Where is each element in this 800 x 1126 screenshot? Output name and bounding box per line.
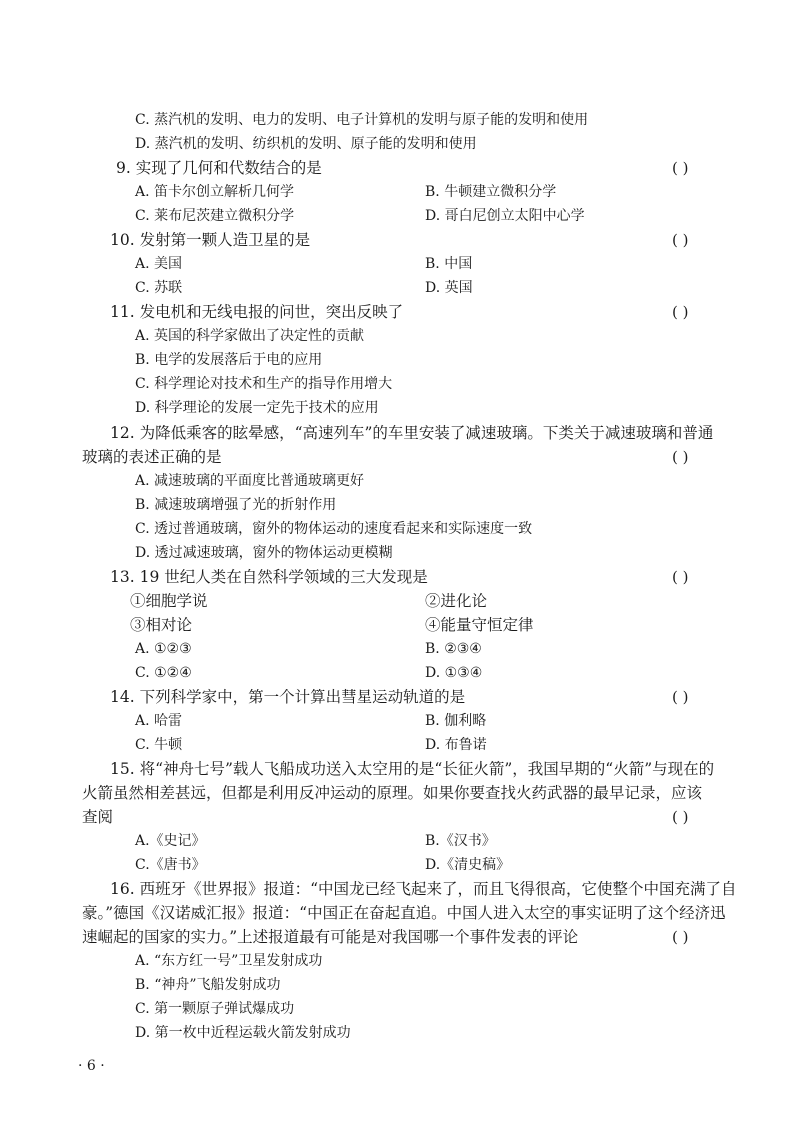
text-line <box>0 204 800 228</box>
answer-option: B.《汉书》 <box>425 833 496 849</box>
text-line <box>0 901 800 925</box>
text-line <box>0 108 800 132</box>
answer-option: A. 笛卡尔创立解析几何学 <box>135 184 295 200</box>
answer-option: B. “神舟”飞船发射成功 <box>135 977 281 993</box>
answer-option: B. 电学的发展落后于电的应用 <box>135 352 323 368</box>
text-line <box>0 300 800 324</box>
answer-parentheses: ( ) <box>672 159 689 177</box>
answer-option: A. ①②③ <box>135 641 192 657</box>
answer-option: B. ②③④ <box>425 641 482 657</box>
text-line <box>0 228 800 252</box>
text-line <box>0 517 800 541</box>
answer-option: C. 科学理论对技术和生产的指导作用增大 <box>135 376 393 392</box>
answer-option: D. 蒸汽机的发明、纺织机的发明、原子能的发明和使用 <box>135 136 477 152</box>
text-line <box>0 709 800 733</box>
text-line <box>0 156 800 180</box>
answer-option: D. 科学理论的发展一定先于技术的应用 <box>135 400 379 416</box>
answer-option: C. 莱布尼茨建立微积分学 <box>135 208 295 224</box>
answer-option: C. ①②④ <box>135 665 192 681</box>
answer-option: C. 蒸汽机的发明、电力的发明、电子计算机的发明与原子能的发明和使用 <box>135 112 589 128</box>
text-line <box>0 733 800 757</box>
text-line <box>0 565 800 589</box>
question-text: 10. 发射第一颗人造卫星的是 <box>110 231 311 249</box>
question-text: 玻璃的表述正确的是 <box>82 448 222 466</box>
answer-option: A. 美国 <box>135 256 183 272</box>
text-line <box>0 324 800 348</box>
text-line <box>0 853 800 877</box>
answer-parentheses: ( ) <box>672 231 689 249</box>
answer-option: C. 透过普通玻璃，窗外的物体运动的速度看起来和实际速度一致 <box>135 521 533 537</box>
answer-option: A. “东方红一号”卫星发射成功 <box>135 953 323 969</box>
text-line <box>0 589 800 613</box>
answer-option: D. 英国 <box>425 280 473 296</box>
answer-option: C. 第一颗原子弹试爆成功 <box>135 1001 295 1017</box>
text-line <box>0 805 800 829</box>
answer-option: B. 伽利略 <box>425 713 487 729</box>
answer-option: D. 布鲁诺 <box>425 737 487 753</box>
text-line <box>0 877 800 901</box>
answer-option: D. 透过减速玻璃，窗外的物体运动更模糊 <box>135 545 393 561</box>
question-text: 火箭虽然相差甚远，但都是利用反冲运动的原理。如果你要查找火药武器的最早记录，应该 <box>82 784 703 802</box>
text-line <box>0 421 800 445</box>
text-line <box>0 1021 800 1045</box>
answer-option: D. 第一枚中近程运载火箭发射成功 <box>135 1025 351 1041</box>
answer-parentheses: ( ) <box>672 303 689 321</box>
text-line <box>0 541 800 565</box>
text-line <box>0 925 800 949</box>
question-text: 9. 实现了几何和代数结合的是 <box>116 159 322 177</box>
question-text: 11. 发电机和无线电报的问世，突出反映了 <box>110 303 404 321</box>
question-text: ①细胞学说 <box>130 592 208 610</box>
text-line <box>0 348 800 372</box>
answer-option: D.《清史稿》 <box>425 857 511 873</box>
answer-option: C. 牛顿 <box>135 737 183 753</box>
answer-option: D. 哥白尼创立太阳中心学 <box>425 208 585 224</box>
answer-option: B. 减速玻璃增强了光的折射作用 <box>135 497 337 513</box>
answer-option: A. 哈雷 <box>135 713 183 729</box>
answer-parentheses: ( ) <box>672 808 689 826</box>
answer-option: D. ①③④ <box>425 665 483 681</box>
question-text: 15. 将“神舟七号”载人飞船成功送入太空用的是“长征火箭”，我国早期的“火箭”与现在的 <box>110 760 715 778</box>
answer-parentheses: ( ) <box>672 688 689 706</box>
text-line <box>0 949 800 973</box>
text-line <box>0 445 800 469</box>
question-text: ③相对论 <box>130 616 193 634</box>
question-text: 14. 下列科学家中，第一个计算出彗星运动轨道的是 <box>110 688 466 706</box>
question-text: 12. 为降低乘客的眩晕感，“高速列车”的车里安装了减速玻璃。下类关于减速玻璃和普通 <box>110 424 714 442</box>
question-text: ④能量守恒定律 <box>425 616 534 634</box>
text-line <box>0 469 800 493</box>
answer-option: B. 牛顿建立微积分学 <box>425 184 557 200</box>
answer-parentheses: ( ) <box>672 448 689 466</box>
answer-option: A.《史记》 <box>135 833 206 849</box>
question-text: ②进化论 <box>425 592 488 610</box>
text-line <box>0 252 800 276</box>
question-text: 速崛起的国家的实力。”上述报道最有可能是对我国哪一个事件发表的评论 <box>82 928 579 946</box>
question-text: 查阅 <box>82 808 114 826</box>
answer-option: C. 苏联 <box>135 280 183 296</box>
text-line <box>0 829 800 853</box>
text-line <box>0 781 800 805</box>
answer-option: B. 中国 <box>425 256 473 272</box>
text-line <box>0 685 800 709</box>
question-text: 13. 19 世纪人类在自然科学领域的三大发现是 <box>110 568 428 586</box>
answer-option: C.《唐书》 <box>135 857 206 873</box>
text-line <box>0 973 800 997</box>
question-text: 16. 西班牙《世界报》报道：“中国龙已经飞起来了，而且飞得很高，它使整个中国充满了自 <box>110 880 737 898</box>
text-line <box>0 132 800 156</box>
answer-option: A. 减速玻璃的平面度比普通玻璃更好 <box>135 473 365 489</box>
text-line <box>0 613 800 637</box>
text-line <box>0 637 800 661</box>
page-number: · 6 · <box>78 1058 105 1074</box>
text-line <box>0 180 800 204</box>
text-line <box>0 757 800 781</box>
text-line <box>0 276 800 300</box>
answer-option: A. 英国的科学家做出了决定性的贡献 <box>135 328 365 344</box>
text-line <box>0 493 800 517</box>
text-line <box>0 661 800 685</box>
text-line <box>0 372 800 396</box>
answer-parentheses: ( ) <box>672 568 689 586</box>
question-text: 豪。”德国《汉诺威汇报》报道：“中国正在奋起直追。中国人进入太空的事实证明了这个经济迅 <box>82 904 726 922</box>
text-line <box>0 997 800 1021</box>
answer-parentheses: ( ) <box>672 928 689 946</box>
text-line <box>0 396 800 420</box>
